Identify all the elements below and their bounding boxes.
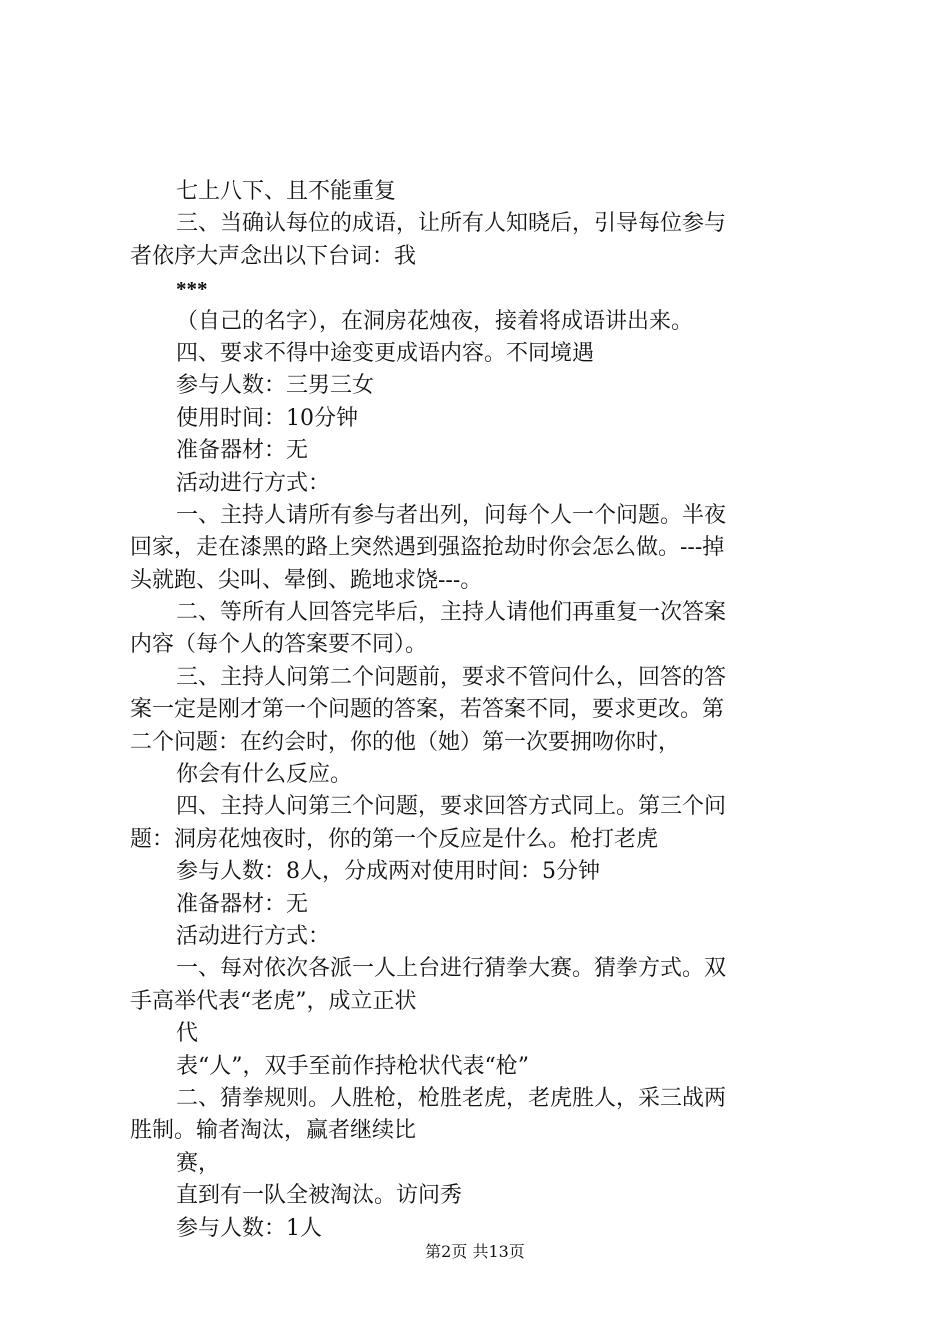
text-line: 三、当确认每位的成语，让所有人知晓后，引导每位参与	[176, 211, 727, 237]
text-line: 案一定是刚才第一个问题的答案，若答案不同，要求更改。第	[130, 697, 725, 723]
text-line: 参与人数：三男三女	[176, 373, 375, 399]
text-line: 你会有什么反应。	[176, 762, 353, 788]
text-line: 二个问题：在约会时，你的他（她）第一次要拥吻你时，	[130, 729, 681, 755]
text-line: 四、主持人问第三个问题，要求回答方式同上。第三个问	[176, 794, 727, 820]
text-line: 一、主持人请所有参与者出列，问每个人一个问题。半夜	[176, 502, 727, 528]
text-line: 准备器材：无	[176, 438, 309, 464]
text-line: （自己的名字），在洞房花烛夜，接着将成语讲出来。	[176, 308, 694, 334]
text-line: 内容（每个人的答案要不同）。	[130, 632, 428, 658]
text-line: 表“人”，双手至前作持枪状代表“枪”	[176, 1053, 529, 1079]
text-line: 头就跑、尖叫、晕倒、跪地求饶---。	[130, 567, 483, 593]
document-body	[130, 176, 832, 1245]
text-line: 者依序大声念出以下台词：我	[130, 243, 417, 269]
text-line: 三、主持人问第二个问题前，要求不管问什么，回答的答	[176, 664, 727, 690]
text-line: ***	[176, 277, 208, 302]
text-line: 使用时间：10分钟	[176, 405, 358, 431]
text-line: 七上八下、且不能重复	[176, 179, 397, 204]
text-line: 赛，	[176, 1150, 221, 1176]
text-line: 二、等所有人回答完毕后，主持人请他们再重复一次答案	[176, 600, 727, 626]
text-line: 代	[176, 1021, 199, 1047]
text-line: 准备器材：无	[176, 891, 309, 917]
text-line: 参与人数：1人	[176, 1215, 322, 1241]
text-line: 回家，走在漆黑的路上突然遇到强盗抢劫时你会怎么做。---掉	[130, 535, 725, 561]
page-footer: 第2页 共13页	[425, 1242, 525, 1261]
text-line: 手高举代表“老虎”，成立正状	[130, 988, 417, 1014]
text-line: 参与人数：8人，分成两对使用时间：5分钟	[176, 859, 600, 885]
text-line: 四、要求不得中途变更成语内容。不同境遇	[176, 340, 595, 366]
text-line: 胜制。输者淘汰，赢者继续比	[130, 1118, 417, 1144]
text-line: 直到有一队全被淘汰。访问秀	[176, 1183, 463, 1209]
text-line: 活动进行方式：	[176, 470, 331, 496]
text-line: 一、每对依次各派一人上台进行猜拳大赛。猜拳方式。双	[176, 956, 727, 982]
text-line: 二、猜拳规则。人胜枪，枪胜老虎，老虎胜人，采三战两	[176, 1085, 727, 1111]
text-line: 题：洞房花烛夜时，你的第一个反应是什么。枪打老虎	[130, 826, 659, 852]
text-line: 活动进行方式：	[176, 923, 331, 949]
